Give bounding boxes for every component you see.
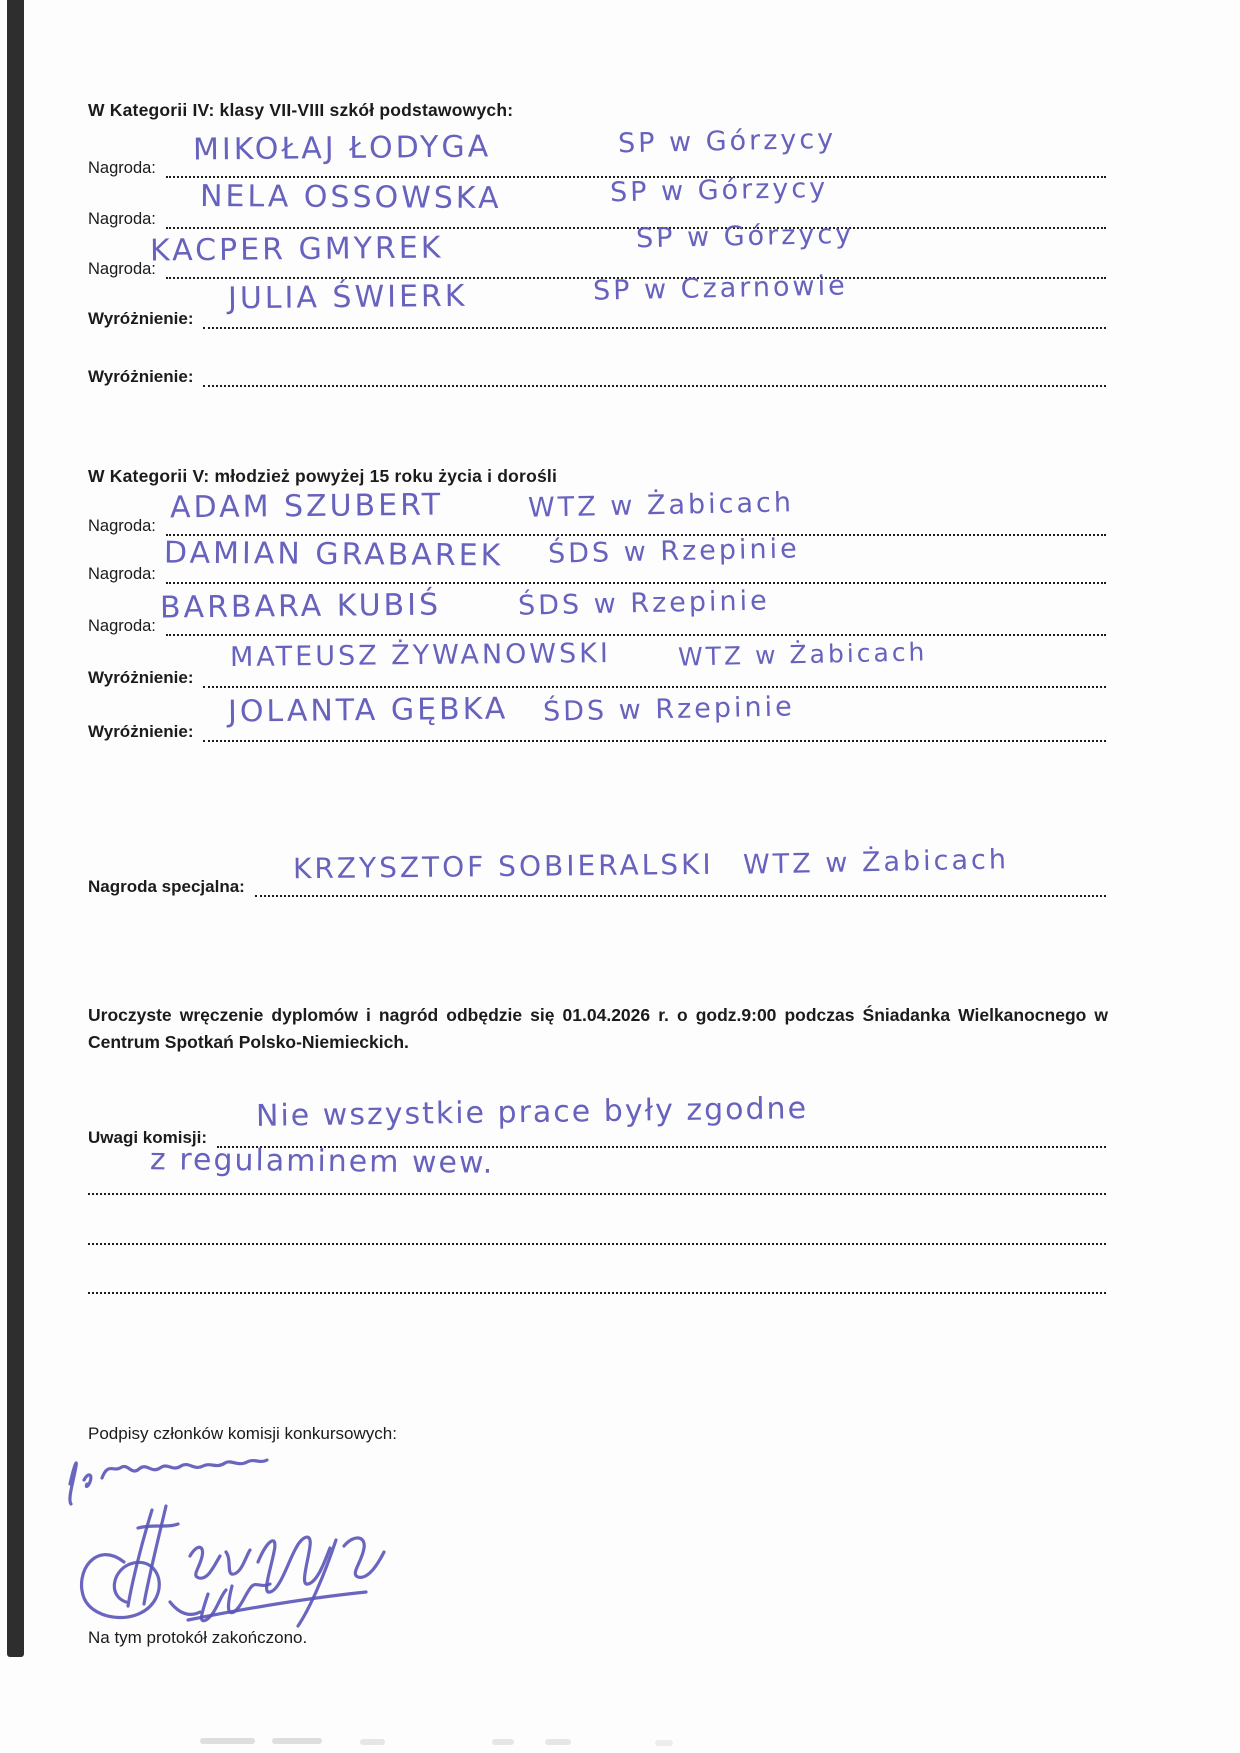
handwritten-name: JOLANTA GĘBKA: [227, 691, 509, 730]
handwritten-place: WTZ w Żabicach: [742, 844, 1010, 881]
award-row: [88, 585, 1106, 636]
field-label: Wyróżnienie:: [88, 668, 194, 687]
field-label: Nagroda:: [88, 564, 156, 583]
award-row: [88, 123, 1106, 178]
dotted-line: [203, 383, 1106, 387]
scan-artifact-dash: [272, 1738, 322, 1744]
dotted-line: [166, 580, 1106, 584]
handwritten-remark-line2: z regulaminem wew.: [149, 1142, 495, 1181]
handwritten-name: JULIA ŚWIERK: [227, 278, 468, 317]
handwritten-place: SP w Górzycy: [609, 172, 829, 209]
scan-artifact-dash: [360, 1739, 385, 1745]
dotted-line: [88, 1290, 1106, 1294]
award-row: [88, 487, 1106, 536]
handwritten-place: ŚDS w Rzepinie: [547, 533, 801, 570]
handwritten-place: WTZ w Żabicach: [527, 487, 795, 524]
handwritten-name: NELA OSSOWSKA: [199, 178, 502, 217]
handwritten-name: KRZYSZTOF SOBIERALSKI: [292, 847, 714, 886]
dotted-line: [203, 684, 1106, 688]
handwritten-place: WTZ w Żabicach: [677, 637, 928, 672]
field-label: Nagroda specjalna:: [88, 877, 245, 896]
scan-artifact-dash: [200, 1738, 255, 1744]
handwritten-name: DAMIAN GRABAREK: [163, 535, 504, 574]
field-label: Wyróżnienie:: [88, 722, 194, 741]
special-award-row: [88, 844, 1106, 897]
dotted-line: [255, 893, 1106, 897]
category-iv-header: W Kategorii IV: klasy VII-VIII szkół podstawowych:: [88, 100, 514, 120]
dotted-line: [166, 632, 1106, 636]
committee-signatures-ink: [58, 1444, 438, 1634]
scan-artifact-dash: [492, 1739, 514, 1745]
field-label: Wyróżnienie:: [88, 309, 194, 328]
handwritten-place: SP w Górzycy: [617, 123, 837, 160]
remarks-line-empty: [88, 1217, 1106, 1245]
handwritten-name: MIKOŁAJ ŁODYGA: [192, 129, 492, 168]
field-label: Nagroda:: [88, 516, 156, 535]
handwritten-name: BARBARA KUBIŚ: [159, 587, 442, 626]
award-row: [88, 172, 1106, 229]
handwritten-place: SP w Czarnowie: [592, 270, 848, 307]
handwritten-place: ŚDS w Rzepinie: [542, 691, 796, 728]
handwritten-name: MATEUSZ ŻYWANOWSKI: [229, 638, 611, 673]
field-label: Nagroda:: [88, 259, 156, 278]
dotted-line: [88, 1241, 1106, 1245]
remarks-line-empty: [88, 1266, 1106, 1294]
distinction-row: [88, 691, 1106, 742]
dotted-line: [203, 738, 1106, 742]
handwritten-name: ADAM SZUBERT: [169, 487, 444, 526]
scan-artifact-left-strip: [7, 0, 24, 1657]
signatures-label: Podpisy członków komisji konkursowych:: [88, 1424, 397, 1443]
distinction-row: [88, 270, 1106, 329]
scan-artifact-dash: [655, 1740, 673, 1746]
handwritten-name: KACPER GMYREK: [149, 230, 444, 269]
field-label: Nagroda:: [88, 209, 156, 228]
field-label: Nagroda:: [88, 158, 156, 177]
remarks-line: [88, 1142, 1106, 1195]
field-label: Nagroda:: [88, 616, 156, 635]
award-row: [88, 533, 1106, 584]
distinction-row: [88, 637, 1106, 688]
closing-statement: Na tym protokół zakończono.: [88, 1628, 308, 1647]
category-v-header: W Kategorii V: młodzież powyżej 15 roku życia i dorośli: [88, 466, 558, 486]
scan-artifact-dash: [545, 1739, 571, 1745]
ceremony-paragraph: Uroczyste wręczenie dyplomów i nagród odbędzie się 01.04.2026 r. o godz.9:00 podczas Śniadanka Wielkanocnego w Centrum Spotkań Polsko-Niemieckich.: [88, 1005, 1108, 1052]
dotted-line: [203, 325, 1106, 329]
handwritten-place: ŚDS w Rzepinie: [517, 585, 771, 622]
field-label: Uwagi komisji:: [88, 1128, 208, 1147]
dotted-line: [88, 1191, 1106, 1195]
distinction-row-empty: [88, 359, 1106, 387]
handwritten-remark-line1: Nie wszystkie prace były zgodne: [255, 1091, 809, 1134]
handwritten-place: SP w Górzycy: [635, 218, 855, 255]
field-label: Wyróżnienie:: [88, 367, 194, 386]
dotted-line: [166, 532, 1106, 536]
